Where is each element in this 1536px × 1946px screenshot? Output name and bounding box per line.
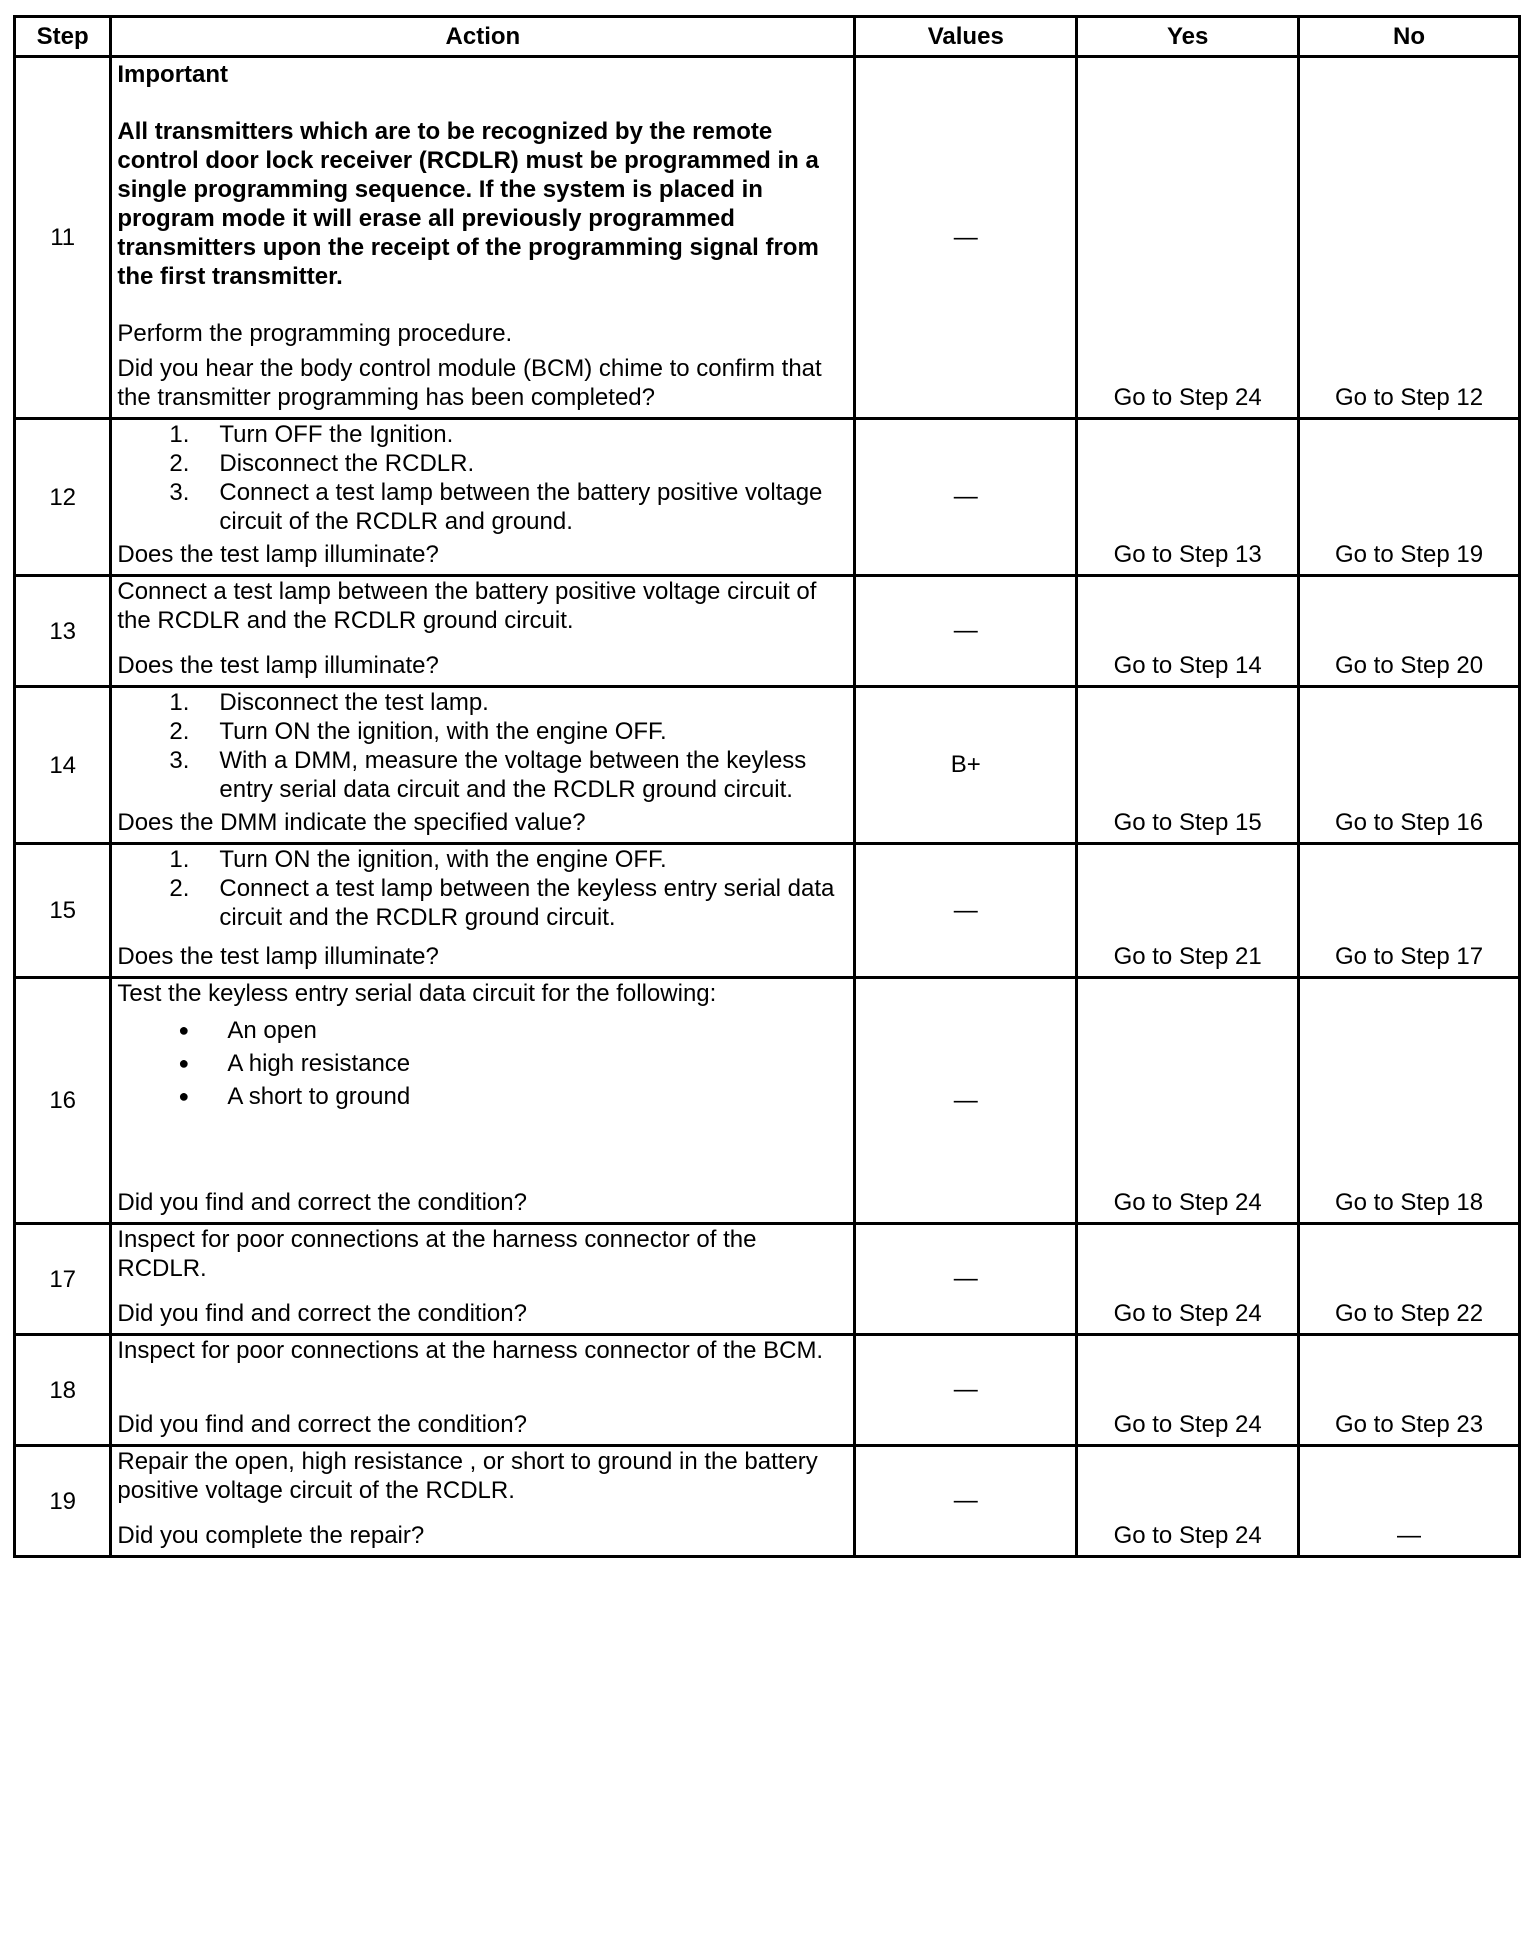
list-item: ● A short to ground bbox=[117, 1080, 847, 1113]
yes-cell: Go to Step 21 bbox=[1077, 844, 1299, 978]
header-step: Step bbox=[15, 17, 111, 57]
no-cell: Go to Step 12 bbox=[1299, 57, 1520, 419]
list-item: Disconnect the RCDLR. bbox=[219, 450, 475, 477]
values-cell: — bbox=[855, 978, 1077, 1224]
question-text: Does the test lamp illuminate? bbox=[117, 541, 439, 568]
table-row bbox=[15, 57, 1520, 419]
action-cell bbox=[111, 844, 855, 978]
action-cell bbox=[111, 57, 855, 419]
yes-cell: Go to Step 24 bbox=[1077, 57, 1299, 419]
yes-cell: Go to Step 24 bbox=[1077, 1224, 1299, 1335]
yes-cell: Go to Step 24 bbox=[1077, 978, 1299, 1224]
question-text: Does the test lamp illuminate? bbox=[117, 652, 439, 679]
instruction-text: Test the keyless entry serial data circuit for the following: bbox=[117, 980, 717, 1007]
table-row bbox=[15, 687, 1520, 844]
values-cell: — bbox=[855, 1446, 1077, 1557]
question-text: Does the test lamp illuminate? bbox=[117, 943, 439, 970]
yes-cell: Go to Step 13 bbox=[1077, 419, 1299, 576]
action-cell bbox=[111, 419, 855, 576]
table-row bbox=[15, 419, 1520, 576]
step-number: 12 bbox=[15, 419, 111, 576]
question-text: Did you hear the body control module (BCM) chime to confirm that the transmitter programming has been completed? bbox=[117, 355, 822, 411]
list-item: With a DMM, measure the voltage between the keyless entry serial data circuit and the RCDLR ground circuit. bbox=[219, 747, 807, 803]
question-text: Did you find and correct the condition? bbox=[117, 1300, 527, 1327]
no-cell: Go to Step 18 bbox=[1299, 978, 1520, 1224]
action-cell bbox=[111, 1224, 855, 1335]
no-cell: — bbox=[1299, 1446, 1520, 1557]
yes-cell: Go to Step 24 bbox=[1077, 1335, 1299, 1446]
values-cell: — bbox=[855, 1224, 1077, 1335]
table-row bbox=[15, 1224, 1520, 1335]
diagnostic-table bbox=[13, 15, 1521, 1558]
question-text: Did you find and correct the condition? bbox=[117, 1411, 527, 1438]
no-cell: Go to Step 17 bbox=[1299, 844, 1520, 978]
list-item: Turn ON the ignition, with the engine OFF. bbox=[219, 846, 667, 873]
table-row bbox=[15, 1335, 1520, 1446]
list-item: Connect a test lamp between the keyless entry serial data circuit and the RCDLR ground circuit. bbox=[219, 875, 835, 931]
values-cell: — bbox=[855, 419, 1077, 576]
instruction-text: Connect a test lamp between the battery positive voltage circuit of the RCDLR and the RCDLR ground circuit. bbox=[117, 578, 817, 634]
no-cell: Go to Step 23 bbox=[1299, 1335, 1520, 1446]
instruction-text: Inspect for poor connections at the harness connector of the RCDLR. bbox=[117, 1226, 757, 1282]
instruction-list bbox=[117, 688, 847, 804]
values-cell: — bbox=[855, 844, 1077, 978]
instruction-text: Perform the programming procedure. bbox=[117, 320, 513, 347]
values-cell: B+ bbox=[855, 687, 1077, 844]
question-text: Does the DMM indicate the specified value? bbox=[117, 809, 586, 836]
important-text: All transmitters which are to be recognized by the remote control door lock receiver (RCDLR) must be programmed in a single programming sequence. If the system is placed in program mode it will erase all previously programmed transmitters upon the receipt of the programming signal from the first transmitter. bbox=[117, 118, 819, 290]
action-cell bbox=[111, 1446, 855, 1557]
yes-cell: Go to Step 14 bbox=[1077, 576, 1299, 687]
no-cell: Go to Step 19 bbox=[1299, 419, 1520, 576]
yes-cell: Go to Step 15 bbox=[1077, 687, 1299, 844]
instruction-list bbox=[117, 845, 847, 932]
header-yes: Yes bbox=[1077, 17, 1299, 57]
important-label: Important bbox=[117, 61, 229, 88]
question-text: Did you complete the repair? bbox=[117, 1522, 425, 1549]
condition-list bbox=[117, 1014, 847, 1113]
step-number: 13 bbox=[15, 576, 111, 687]
no-cell: Go to Step 20 bbox=[1299, 576, 1520, 687]
list-item: Disconnect the test lamp. bbox=[219, 689, 489, 716]
values-cell: — bbox=[855, 57, 1077, 419]
table-row bbox=[15, 576, 1520, 687]
action-cell bbox=[111, 978, 855, 1224]
step-number: 19 bbox=[15, 1446, 111, 1557]
list-item: Connect a test lamp between the battery positive voltage circuit of the RCDLR and ground. bbox=[219, 479, 823, 535]
step-number: 16 bbox=[15, 978, 111, 1224]
list-item: Turn OFF the Ignition. bbox=[219, 421, 454, 448]
no-cell: Go to Step 22 bbox=[1299, 1224, 1520, 1335]
instruction-list bbox=[117, 420, 847, 536]
step-number: 11 bbox=[15, 57, 111, 419]
header-values: Values bbox=[855, 17, 1077, 57]
step-number: 14 bbox=[15, 687, 111, 844]
step-number: 18 bbox=[15, 1335, 111, 1446]
question-text: Did you find and correct the condition? bbox=[117, 1189, 527, 1216]
table-row bbox=[15, 1446, 1520, 1557]
list-item: Turn ON the ignition, with the engine OFF. bbox=[219, 718, 667, 745]
values-cell: — bbox=[855, 1335, 1077, 1446]
table-row bbox=[15, 978, 1520, 1224]
step-number: 17 bbox=[15, 1224, 111, 1335]
list-item: ● An open bbox=[117, 1014, 847, 1047]
header-no: No bbox=[1299, 17, 1520, 57]
step-number: 15 bbox=[15, 844, 111, 978]
no-cell: Go to Step 16 bbox=[1299, 687, 1520, 844]
header-row bbox=[15, 17, 1520, 57]
action-cell bbox=[111, 1335, 855, 1446]
yes-cell: Go to Step 24 bbox=[1077, 1446, 1299, 1557]
values-cell: — bbox=[855, 576, 1077, 687]
table-row bbox=[15, 844, 1520, 978]
header-action: Action bbox=[111, 17, 855, 57]
action-cell bbox=[111, 576, 855, 687]
instruction-text: Inspect for poor connections at the harness connector of the BCM. bbox=[117, 1337, 824, 1364]
list-item: ● A high resistance bbox=[117, 1047, 847, 1080]
instruction-text: Repair the open, high resistance , or short to ground in the battery positive voltage circuit of the RCDLR. bbox=[117, 1448, 818, 1504]
action-cell bbox=[111, 687, 855, 844]
